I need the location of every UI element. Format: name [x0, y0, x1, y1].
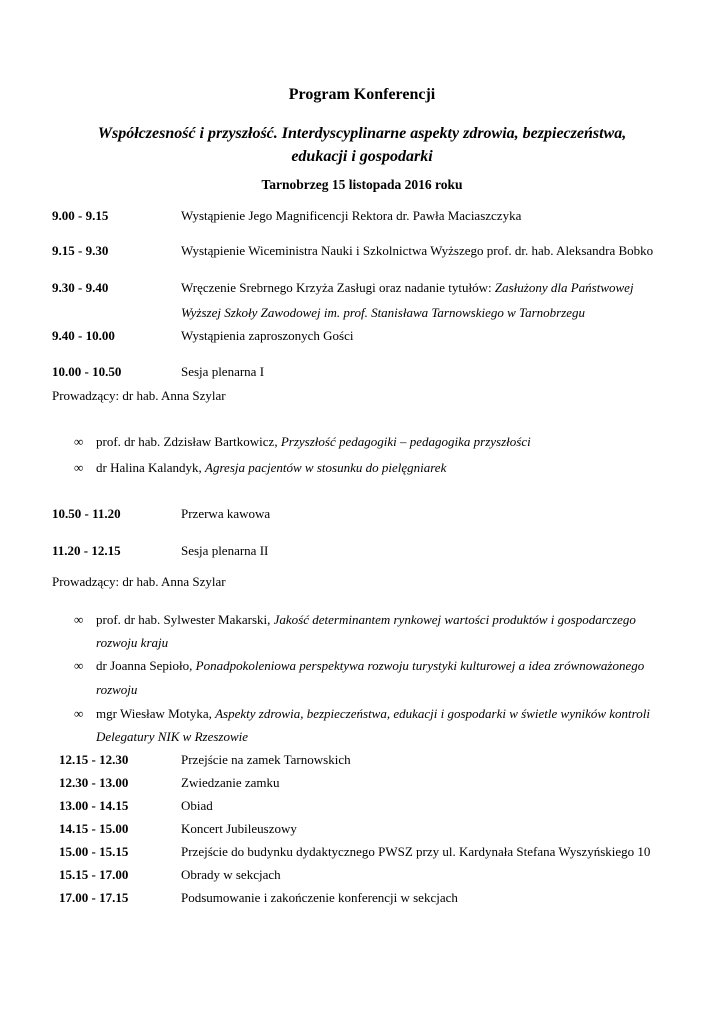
- page-title: Program Konferencji: [288, 86, 436, 103]
- schedule-time: 9.30 - 9.40: [52, 280, 109, 295]
- talk-speaker: mgr Wiesław Motyka,: [96, 706, 216, 721]
- schedule-item: Przejście do budynku dydaktycznego PWSZ przy ul. Kardynała Stefana Wyszyńskiego 10: [181, 844, 651, 859]
- schedule-item: Wystąpienie Wiceministra Nauki i Szkolnictwa Wyższego prof. dr. hab. Aleksandra Bobko: [181, 243, 654, 258]
- session-moderator: Prowadzący: dr hab. Anna Szylar: [52, 574, 226, 589]
- schedule-time: 9.00 - 9.15: [52, 208, 109, 223]
- schedule-time: 12.15 - 12.30: [59, 752, 129, 767]
- schedule-time: 9.40 - 10.00: [52, 328, 115, 343]
- schedule-item: Przerwa kawowa: [181, 506, 271, 521]
- schedule-time: 17.00 - 17.15: [59, 890, 129, 905]
- schedule-time: 10.00 - 10.50: [52, 364, 122, 379]
- schedule-item: Wystąpienie Jego Magnificencji Rektora dr. Pawła Maciaszczyka: [181, 208, 522, 223]
- schedule-item: Sesja plenarna II: [181, 543, 269, 558]
- talk-item: [96, 706, 650, 722]
- talk-speaker: dr Joanna Sepioło,: [96, 658, 196, 673]
- talk-title-continuation: rozwoju: [96, 682, 138, 697]
- talk-speaker: prof. dr hab. Sylwester Makarski,: [96, 612, 274, 627]
- infinity-bullet-icon: ∞: [74, 434, 84, 449]
- conference-subtitle: [60, 122, 664, 168]
- session-moderator: Prowadzący: dr hab. Anna Szylar: [52, 388, 226, 403]
- schedule-item: Koncert Jubileuszowy: [181, 821, 297, 836]
- talk-speaker: prof. dr hab. Zdzisław Bartkowicz,: [96, 434, 281, 449]
- schedule-item: Sesja plenarna I: [181, 364, 265, 379]
- schedule-time: 14.15 - 15.00: [59, 821, 129, 836]
- schedule-time: 13.00 - 14.15: [59, 798, 129, 813]
- talk-item: [96, 460, 446, 476]
- schedule-item: Zwiedzanie zamku: [181, 775, 280, 790]
- infinity-bullet-icon: ∞: [74, 706, 84, 721]
- schedule-item: Podsumowanie i zakończenie konferencji w sekcjach: [181, 890, 458, 905]
- schedule-time: 15.00 - 15.15: [59, 844, 129, 859]
- schedule-time: 10.50 - 11.20: [52, 506, 121, 521]
- schedule-item: [181, 280, 634, 296]
- talk-title: Przyszłość pedagogiki – pedagogika przyszłości: [280, 434, 531, 449]
- schedule-item: Przejście na zamek Tarnowskich: [181, 752, 351, 767]
- talk-title: Ponadpokoleniowa perspektywa rozwoju turystyki kulturowej a idea zrównoważonego: [195, 658, 645, 673]
- talk-speaker: dr Halina Kalandyk,: [96, 460, 206, 475]
- schedule-item: Wystąpienia zaproszonych Gości: [181, 328, 354, 343]
- talk-item: [96, 658, 644, 674]
- schedule-item-italic: Zasłużony dla Państwowej: [494, 280, 634, 295]
- talk-item: [96, 434, 531, 450]
- schedule-time: 9.15 - 9.30: [52, 243, 109, 258]
- talk-item: [96, 612, 636, 628]
- subtitle-line-1: Współczesność i przyszłość. Interdyscyplinarne aspekty zdrowia, bezpieczeństwa,: [97, 125, 627, 142]
- schedule-time: 15.15 - 17.00: [59, 867, 129, 882]
- schedule-item: Obrady w sekcjach: [181, 867, 281, 882]
- subtitle-line-2: edukacji i gospodarki: [291, 148, 433, 165]
- infinity-bullet-icon: ∞: [74, 658, 84, 673]
- schedule-item-continuation: Wyższej Szkoły Zawodowej im. prof. Stanisława Tarnowskiego w Tarnobrzegu: [181, 305, 586, 320]
- infinity-bullet-icon: ∞: [74, 460, 84, 475]
- infinity-bullet-icon: ∞: [74, 612, 84, 627]
- talk-title-continuation: rozwoju kraju: [96, 635, 169, 650]
- schedule-item-plain: Wręczenie Srebrnego Krzyża Zasługi oraz nadanie tytułów:: [181, 280, 495, 295]
- date-place: Tarnobrzeg 15 listopada 2016 roku: [261, 177, 463, 192]
- talk-title-continuation: Delegatury NIK w Rzeszowie: [96, 729, 249, 744]
- schedule-time: 11.20 - 12.15: [52, 543, 121, 558]
- schedule-item: Obiad: [181, 798, 213, 813]
- talk-title: Agresja pacjentów w stosunku do pielęgniarek: [205, 460, 447, 475]
- talk-title: Jakość determinantem rynkowej wartości produktów i gospodarczego: [273, 612, 636, 627]
- talk-title: Aspekty zdrowia, bezpieczeństwa, edukacji i gospodarki w świetle wyników kontroli: [215, 706, 650, 721]
- schedule-time: 12.30 - 13.00: [59, 775, 129, 790]
